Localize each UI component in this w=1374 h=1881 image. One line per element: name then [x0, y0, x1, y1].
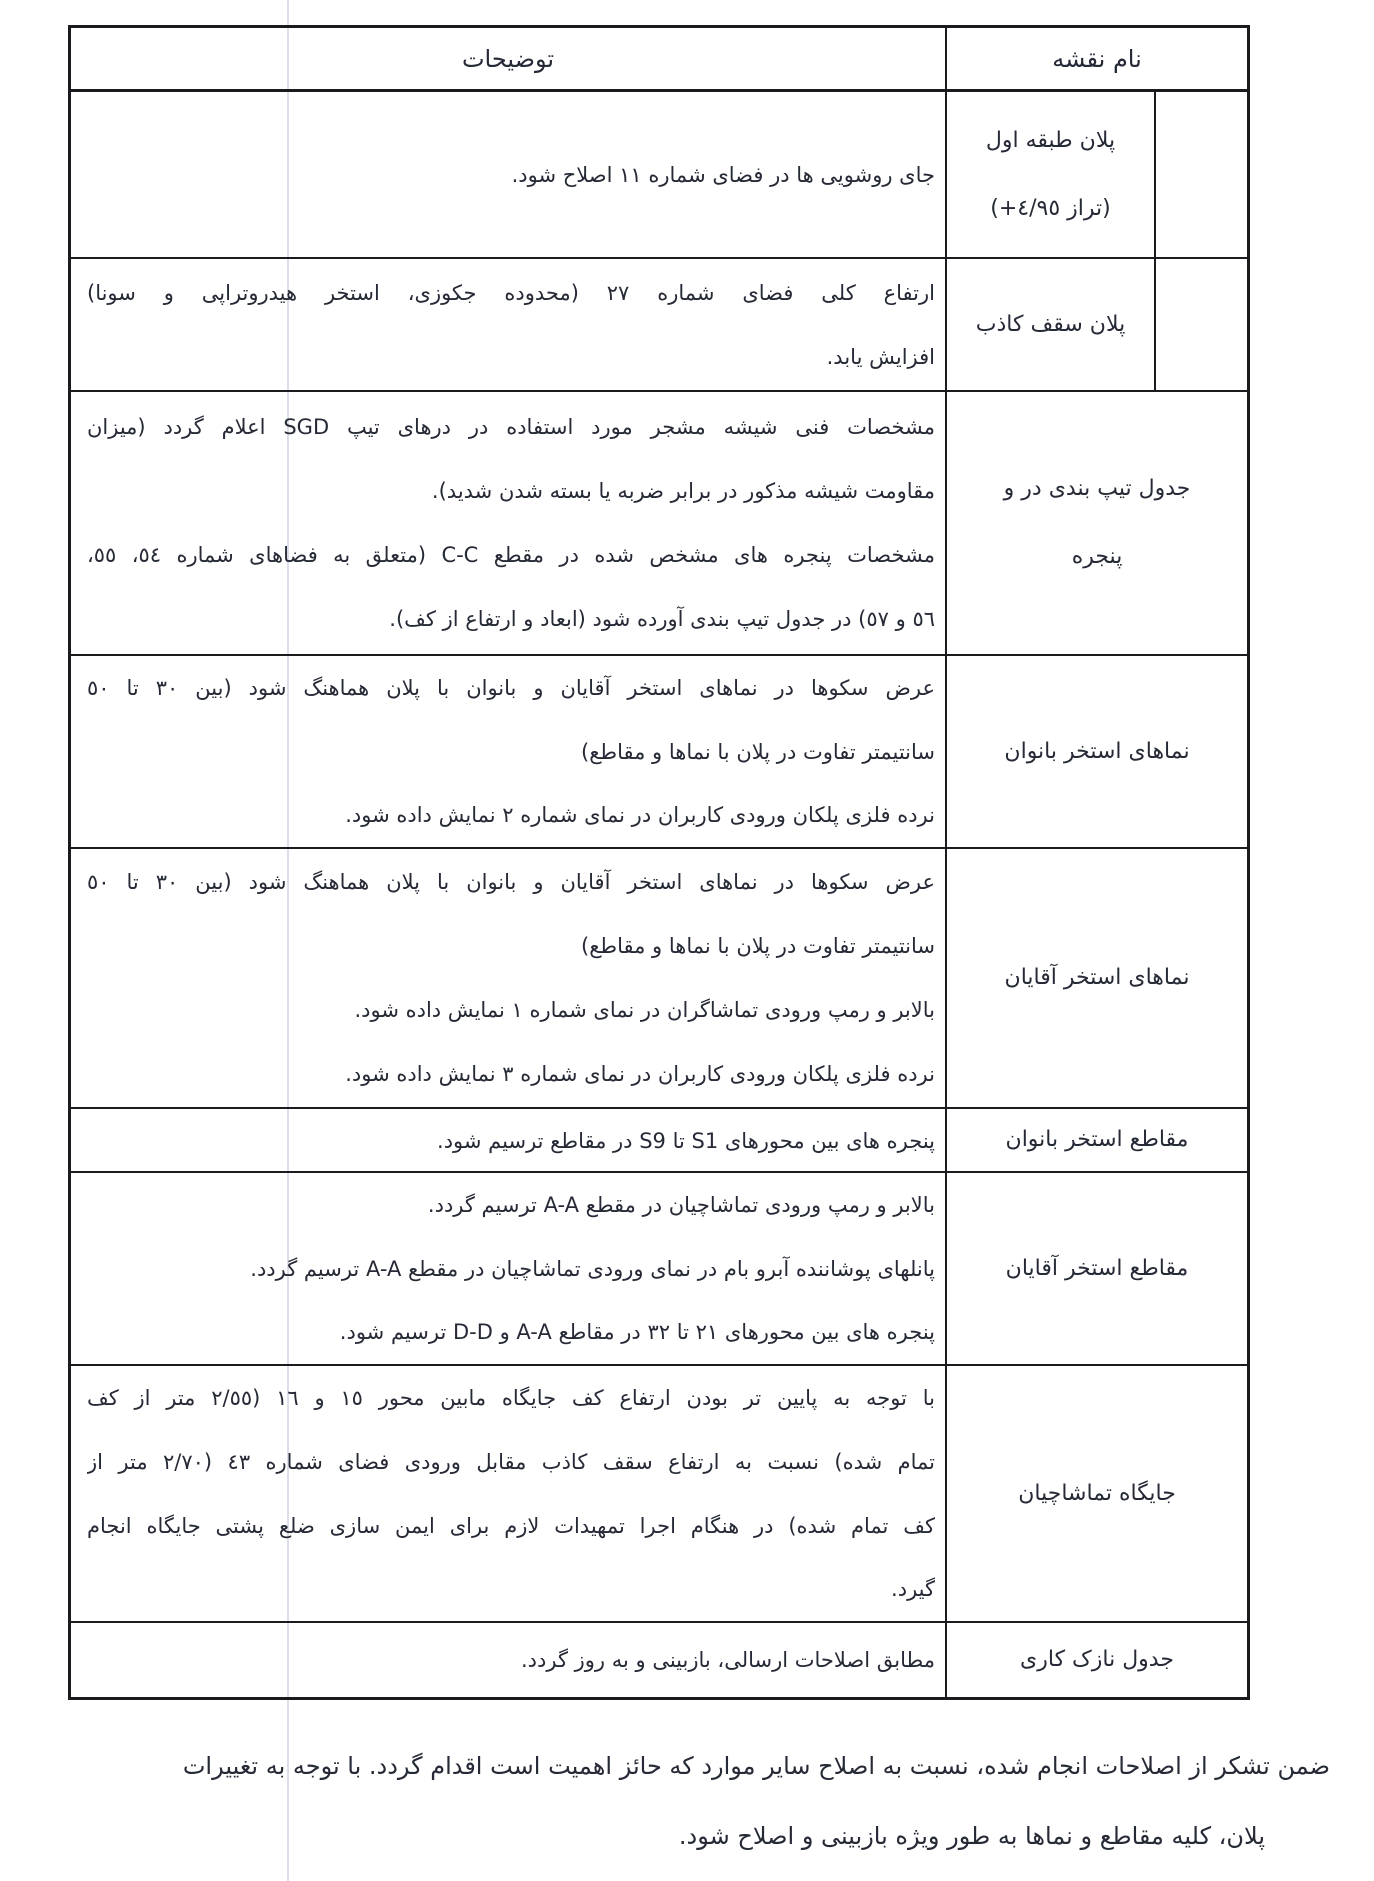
closing-note-line: پلان، کلیه مقاطع و نماها به طور ویژه بازبینی و اصلاح شود.: [678, 1822, 1265, 1850]
map-name-cell: [945, 1366, 1247, 1621]
map-name-line: مقاطع استخر آقایان: [1005, 1255, 1189, 1281]
map-name-line: نماهای استخر بانوان: [1004, 738, 1190, 764]
empty-border-strip: [1154, 259, 1247, 390]
explanation-line: بالابر و رمپ ورودی تماشاگران در نمای شماره ١ نمایش داده شود.: [354, 998, 935, 1022]
map-name-cell-text: [947, 1109, 1247, 1171]
empty-border-strip: [1154, 92, 1247, 257]
explanation-line: عرض سکوها در نماهای استخر آقایان و بانوان با پلان هماهنگ شود (بین ٣٠ تا ٥٠: [87, 676, 935, 700]
map-name-line: جایگاه تماشاچیان: [1018, 1480, 1176, 1506]
map-name-cell-text: [947, 1623, 1247, 1697]
header-explanations-label: توضیحات: [461, 44, 555, 73]
table-row: [71, 390, 1247, 654]
header-explanations: [71, 28, 945, 89]
explanation-line: نرده فلزی پلکان ورودی کاربران در نمای شماره ٣ نمایش داده شود.: [345, 1062, 935, 1086]
table-row: [71, 654, 1247, 847]
explanation-cell: [71, 1623, 945, 1697]
map-name-cell: [945, 656, 1247, 847]
explanation-cell: [71, 259, 945, 390]
explanation-line: مطابق اصلاحات ارسالی، بازبینی و به روز گردد.: [521, 1648, 935, 1672]
map-name-cell: [945, 392, 1247, 654]
explanation-line: ارتفاع کلی فضای شماره ٢٧ (محدوده جکوزی، استخر هیدروتراپی و سونا): [87, 280, 935, 305]
map-name-line: پلان طبقه اول: [985, 127, 1116, 153]
explanation-cell: [71, 1109, 945, 1171]
explanation-line: کف تمام شده) در هنگام اجرا تمهیدات لازم برای ایمن سازی ضلع پشتی جایگاه انجام: [87, 1513, 935, 1538]
table-row: [71, 1364, 1247, 1621]
explanation-line: پنجره های بین محورهای S1 تا S9 در مقاطع ترسیم شود.: [437, 1129, 935, 1153]
explanation-line: افزایش یابد.: [826, 344, 935, 369]
header-map-name-label: نام نقشه: [1052, 44, 1142, 73]
explanation-cell: [71, 1366, 945, 1621]
map-name-line: جدول تیپ بندی در و: [1003, 476, 1191, 501]
map-name-line: (تراز ٤/٩٥+): [990, 195, 1111, 221]
map-name-cell-text: [947, 656, 1247, 847]
map-name-line: پلان سقف کاذب: [975, 311, 1126, 337]
explanation-cell: [71, 1173, 945, 1364]
closing-note-line: ضمن تشکر از اصلاحات انجام شده، نسبت به اصلاح سایر موارد که حائز اهمیت است اقدام گردد. با توجه به تغییرات: [182, 1752, 1330, 1780]
explanation-line: تمام شده) نسبت به ارتفاع سقف کاذب مقابل ورودی فضای شماره ٤٣ (٢/٧٠ متر از: [87, 1449, 935, 1474]
map-name-cell-text: [947, 92, 1154, 257]
explanation-line: مشخصات پنجره های مشخص شده در مقطع C-C (متعلق به فضاهای شماره ٥٤، ٥٥،: [87, 543, 935, 567]
explanation-line: با توجه به پایین تر بودن ارتفاع کف جایگاه مابین محور ١٥ و ١٦ (٢/٥٥ متر از کف: [87, 1386, 935, 1410]
table-row: [71, 257, 1247, 390]
map-name-cell-text: [947, 392, 1247, 654]
map-name-cell: [945, 259, 1247, 390]
explanation-line: سانتیمتر تفاوت در پلان با نماها و مقاطع): [581, 934, 935, 958]
map-name-line: نماهای استخر آقایان: [1004, 965, 1190, 990]
map-name-line: جدول نازک کاری: [1020, 1647, 1174, 1672]
explanation-line: جای روشویی ها در فضای شماره ١١ اصلاح شود.: [511, 162, 935, 187]
table-row: [71, 1107, 1247, 1171]
explanation-line: گیرد.: [891, 1577, 935, 1602]
map-name-cell: [945, 1109, 1247, 1171]
corrections-table: [68, 25, 1250, 1700]
explanation-line: عرض سکوها در نماهای استخر آقایان و بانوان با پلان هماهنگ شود (بین ٣٠ تا ٥٠: [87, 870, 935, 894]
header-map-name: [945, 28, 1247, 89]
table-row: [71, 1171, 1247, 1364]
table-row: [71, 847, 1247, 1107]
map-name-cell: [945, 92, 1247, 257]
explanation-line: مشخصات فنی شیشه مشجر مورد استفاده در درهای تیپ SGD اعلام گردد (میزان: [87, 415, 935, 439]
explanation-line: پانلهای پوشاننده آبرو بام در نمای ورودی تماشاچیان در مقطع A-A ترسیم گردد.: [250, 1256, 935, 1281]
closing-note: [10, 1748, 1330, 1854]
table-header-row: [71, 28, 1247, 92]
map-name-cell: [945, 849, 1247, 1107]
explanation-cell: [71, 849, 945, 1107]
map-name-cell-text: [947, 849, 1247, 1107]
explanation-line: ٥٦ و ٥٧) در جدول تیپ بندی آورده شود (ابعاد و ارتفاع از کف).: [389, 607, 935, 631]
explanation-cell: [71, 392, 945, 654]
map-name-line: پنجره: [1071, 544, 1123, 569]
map-name-cell: [945, 1623, 1247, 1697]
explanation-line: مقاومت شیشه مذکور در برابر ضربه یا بسته شدن شدید).: [431, 479, 935, 503]
explanation-cell: [71, 656, 945, 847]
table-row: [71, 1621, 1247, 1697]
explanation-line: نرده فلزی پلکان ورودی کاربران در نمای شماره ٢ نمایش داده شود.: [345, 803, 935, 828]
map-name-cell-text: [947, 1173, 1247, 1364]
map-name-cell: [945, 1173, 1247, 1364]
table-row: [71, 92, 1247, 257]
table-body: [71, 92, 1247, 1697]
explanation-cell: [71, 92, 945, 257]
map-name-cell-text: [947, 1366, 1247, 1621]
explanation-line: سانتیمتر تفاوت در پلان با نماها و مقاطع): [581, 739, 935, 764]
explanation-line: پنجره های بین محورهای ٢١ تا ٣٢ در مقاطع A-A و D-D ترسیم شود.: [339, 1320, 935, 1345]
map-name-cell-text: [947, 259, 1154, 390]
map-name-line: مقاطع استخر بانوان: [1005, 1127, 1189, 1152]
explanation-line: بالابر و رمپ ورودی تماشاچیان در مقطع A-A ترسیم گردد.: [427, 1193, 935, 1217]
